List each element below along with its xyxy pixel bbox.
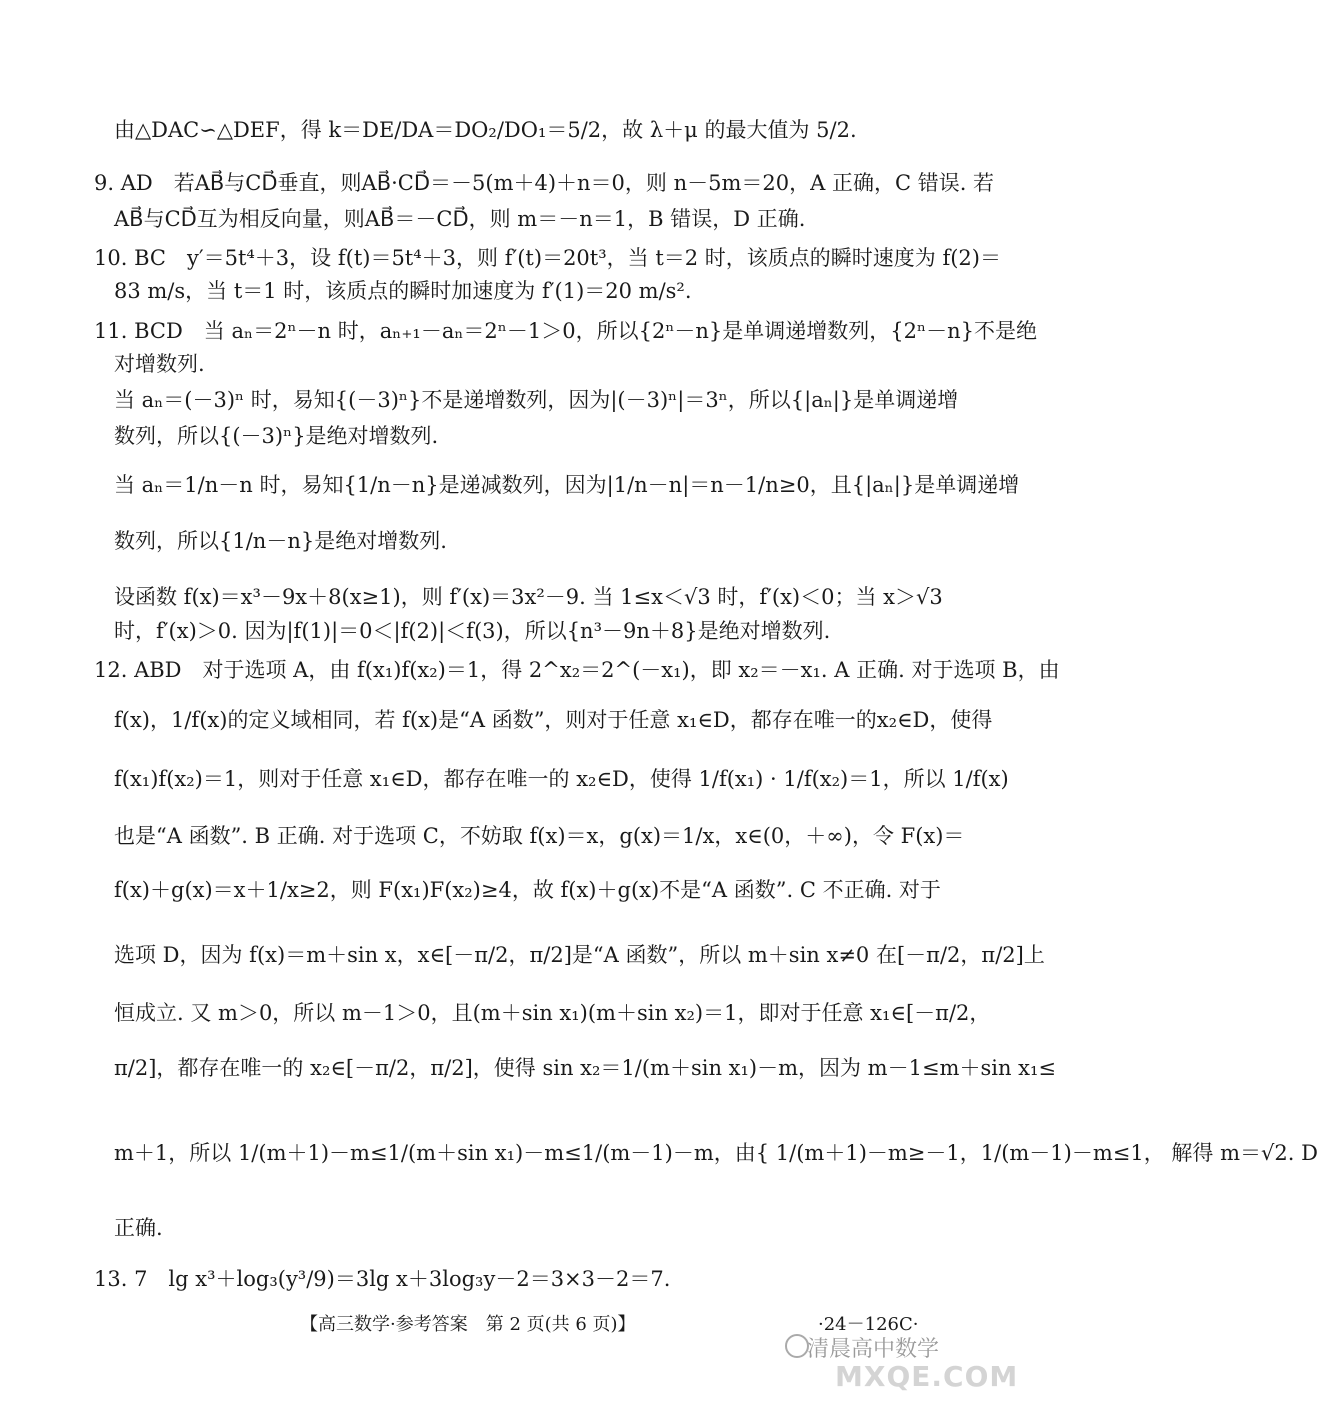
text-line: 选项 D，因为 f(x)＝m＋sin x，x∈[－π/2，π/2]是“A 函数”，所以 m＋sin x≠0 在[－π/2，π/2]上 <box>114 943 1045 967</box>
text-line: f(x₁)f(x₂)＝1，则对于任意 x₁∈D，都存在唯一的 x₂∈D，使得 1/f(x₁) · 1/f(x₂)＝1，所以 1/f(x) <box>114 767 1009 791</box>
text-line: 10. BC y′＝5t⁴＋3，设 f(t)＝5t⁴＋3，则 f′(t)＝20t³，当 t＝2 时，该质点的瞬时速度为 f(2)＝ <box>94 246 1001 270</box>
text-line: f(x)，1/f(x)的定义域相同，若 f(x)是“A 函数”，则对于任意 x₁∈D，都存在唯一的x₂∈D，使得 <box>114 708 993 732</box>
wechat-icon <box>785 1334 809 1358</box>
text-line: 也是“A 函数”. B 正确. 对于选项 C，不妨取 f(x)＝x，g(x)＝1/x，x∈(0，＋∞)，令 F(x)＝ <box>114 824 965 848</box>
text-line: 正确. <box>114 1216 163 1240</box>
text-line: AB⃗与CD⃗互为相反向量，则AB⃗＝－CD⃗，则 m＝－n＝1，B 错误，D 正确. <box>114 207 806 231</box>
text-line: 9. AD 若AB⃗与CD⃗垂直，则AB⃗·CD⃗＝－5(m＋4)＋n＝0，则 n－5m＝20，A 正确，C 错误. 若 <box>94 171 995 195</box>
text-line: 数列，所以{1/n－n}是绝对增数列. <box>114 529 447 553</box>
text-line: 当 aₙ＝1/n－n 时，易知{1/n－n}是递减数列，因为|1/n－n|＝n－1/n≥0，且{|aₙ|}是单调递增 <box>114 473 1020 497</box>
text-line: 恒成立. 又 m＞0，所以 m－1＞0，且(m＋sin x₁)(m＋sin x₂)＝1，即对于任意 x₁∈[－π/2， <box>114 1001 991 1025</box>
text-line: 83 m/s，当 t＝1 时，该质点的瞬时加速度为 f′(1)＝20 m/s². <box>114 279 692 303</box>
text-line: 数列，所以{(－3)ⁿ}是绝对增数列. <box>114 424 439 448</box>
text-line: 设函数 f(x)＝x³－9x＋8(x≥1)，则 f′(x)＝3x²－9. 当 1≤x＜√3 时，f′(x)＜0；当 x＞√3 <box>114 585 943 609</box>
text-line: 当 aₙ＝(－3)ⁿ 时，易知{(－3)ⁿ}不是递增数列，因为|(－3)ⁿ|＝3ⁿ，所以{|aₙ|}是单调递增 <box>114 388 959 412</box>
text-line: 13. 7 lg x³＋log₃(y³/9)＝3lg x＋3log₃y－2＝3×3－2＝7. <box>94 1267 671 1291</box>
text-line: 时，f′(x)＞0. 因为|f(1)|＝0＜|f(2)|＜f(3)，所以{n³－9n＋8}是绝对增数列. <box>114 619 831 643</box>
text-line: 由△DAC∽△DEF，得 k＝DE/DA＝DO₂/DO₁＝5/2，故 λ＋μ 的最大值为 5/2. <box>114 118 857 142</box>
text-line: 对增数列. <box>114 352 205 376</box>
text-line: f(x)＋g(x)＝x＋1/x≥2，则 F(x₁)F(x₂)≥4，故 f(x)＋g(x)不是“A 函数”. C 不正确. 对于 <box>114 878 941 902</box>
watermark <box>785 1330 1019 1400</box>
text-line: m＋1，所以 1/(m＋1)－m≤1/(m＋sin x₁)－m≤1/(m－1)－m，由{ 1/(m＋1)－m≥－1，1/(m－1)－m≤1， 解得 m＝√2. D <box>114 1141 1318 1165</box>
footer-code: ·24－126C· <box>818 1314 919 1335</box>
text-line: 12. ABD 对于选项 A，由 f(x₁)f(x₂)＝1，得 2^x₂＝2^(－x₁)，即 x₂＝－x₁. A 正确. 对于选项 B，由 <box>94 658 1060 682</box>
watermark-cn: 清晨高中数学 <box>807 1337 940 1362</box>
footer-title: 【高三数学·参考答案 第 2 页(共 6 页)】 <box>300 1314 636 1335</box>
text-line: 11. BCD 当 aₙ＝2ⁿ－n 时，aₙ₊₁－aₙ＝2ⁿ－1＞0，所以{2ⁿ－n}是单调递增数列，{2ⁿ－n}不是绝 <box>94 319 1037 343</box>
watermark-en: MXQE.COM <box>835 1360 1019 1393</box>
text-line: π/2]，都存在唯一的 x₂∈[－π/2，π/2]，使得 sin x₂＝1/(m＋sin x₁)－m，因为 m－1≤m＋sin x₁≤ <box>114 1056 1057 1080</box>
